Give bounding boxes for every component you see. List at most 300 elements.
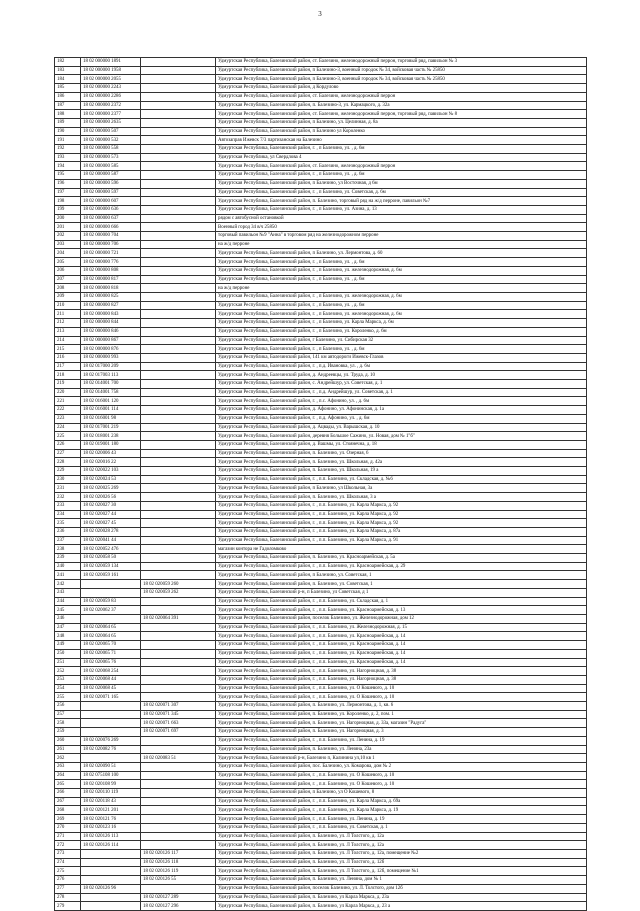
alt-code-cell [141,823,216,832]
alt-code-cell [141,197,216,206]
address-cell: Удмуртская Республика, Балезинский район, г. , п.п. Балезино, ул. О Кошевого, д. 10 [216,684,587,693]
table-row [55,240,587,249]
code-cell: 18 02 020126 114 [81,841,141,850]
row-number-cell: 183 [55,66,81,75]
code-cell: 18 02 000000 721 [81,249,141,258]
code-cell: 18 02 020068 45 [81,684,141,693]
row-number-cell: 269 [55,815,81,824]
address-cell: Удмуртская Республика, Балезинский район, с. Андрейшур, ул. Советская, д. 1 [216,380,587,389]
row-number-cell: 227 [55,449,81,458]
row-number-cell: 226 [55,440,81,449]
alt-code-cell [141,815,216,824]
row-number-cell: 241 [55,571,81,580]
row-number-cell: 248 [55,632,81,641]
row-number-cell: 266 [55,789,81,798]
table-row [55,536,587,545]
code-cell: 18 02 020028 278 [81,527,141,536]
alt-code-cell [141,153,216,162]
address-cell: Удмуртская Республика, Балезинский район, п. Балезино, ул. Школьная, 3 а [216,493,587,502]
code-cell: 18 02 020064 65 [81,623,141,632]
table-row [55,475,587,484]
alt-code-cell [141,423,216,432]
address-cell: Удмуртская Республика, Балезинский район, п Балезино, ул О Кошевого, 8 [216,789,587,798]
alt-code-cell [141,762,216,771]
row-number-cell: 251 [55,658,81,667]
address-cell: Удмуртская Республика, Балезинский район, г. , п.п. Балезино, ул. Карла Маркса, д. 92 [216,501,587,510]
table-row [55,832,587,841]
alt-code-cell [141,841,216,850]
table-row [55,876,587,885]
row-number-cell: 273 [55,849,81,858]
table-row [55,310,587,319]
address-cell: Удмуртская Республика, Балезинский район, поселок Балезино, ул. Железнодорожная, дом 12 [216,615,587,624]
code-cell: 18 02 000000 558 [81,145,141,154]
row-number-cell: 272 [55,841,81,850]
address-cell: Удмуртская Республика, Балезинский район, г. , п.с. Афонино, ул. , д. 6м [216,397,587,406]
row-number-cell: 278 [55,893,81,902]
code-cell: 18 02 000000 532 [81,136,141,145]
row-number-cell: 236 [55,527,81,536]
alt-code-cell [141,632,216,641]
code-cell: 18 02 016001 114 [81,406,141,415]
table-row [55,92,587,101]
code-cell: 18 02 017001 219 [81,423,141,432]
code-cell: 18 02 020006 43 [81,449,141,458]
row-number-cell: 254 [55,684,81,693]
alt-code-cell [141,301,216,310]
row-number-cell: 244 [55,597,81,606]
alt-code-cell: 18 02 020126 55 [141,876,216,885]
alt-code-cell [141,571,216,580]
code-cell: 18 02 000000 507 [81,127,141,136]
code-cell: 18 02 000000 2635 [81,118,141,127]
table-row [55,510,587,519]
address-cell: Удмуртская Республика, Балезинский район, п. Балезино, ул. Школьная, д. 42а [216,458,587,467]
address-cell: Удмуртская Республика, Балезинский район, г. , п Балезино, ул. , д. 6м [216,301,587,310]
code-cell: 18 02 000000 827 [81,301,141,310]
address-cell: Удмуртская Республика, Балезинский район, п. Балезино, торговый ряд на ж/д перроне, павильон №7 [216,197,587,206]
code-cell: 18 02 000000 637 [81,214,141,223]
row-number-cell: 252 [55,667,81,676]
table-row [55,84,587,93]
address-cell: Удмуртская Республика, Балезинский район, г. , п.п. Балезино, ул. Красноармейская, д. 14 [216,649,587,658]
alt-code-cell [141,832,216,841]
alt-code-cell [141,162,216,171]
address-cell: Удмуртская Республика, ул Свердлова 4 [216,153,587,162]
table-row [55,179,587,188]
alt-code-cell [141,406,216,415]
table-row [55,432,587,441]
table-row [55,66,587,75]
address-cell: Удмуртская Республика, Балезинский район, п Балезино, ул Школьная, 3а [216,484,587,493]
code-cell: 18 02 020065 76 [81,658,141,667]
address-cell: Удмуртская Республика, Балезинский район, г. , п.п. Балезино, ул. Красноармейская, д. 14 [216,641,587,650]
row-number-cell: 255 [55,693,81,702]
table-row [55,902,587,911]
alt-code-cell [141,806,216,815]
row-number-cell: 253 [55,675,81,684]
row-number-cell: 188 [55,110,81,119]
alt-code-cell [141,345,216,354]
row-number-cell: 233 [55,501,81,510]
address-cell: Удмуртская Республика, Балезинский район, г. , п.п. Балезино, ул. Карла Маркса, д. 92 [216,510,587,519]
alt-code-cell [141,58,216,67]
row-number-cell: 263 [55,762,81,771]
alt-code-cell: 18 02 020126 117 [141,849,216,858]
address-cell: Удмуртская Республика, Балезинский район, п Балезино, ул. Лермонтова, д. 60 [216,249,587,258]
table-row [55,197,587,206]
address-cell: Удмуртская Республика, Балезинский район, г. , п Балезино, ул. железнодорожная, д. 6м [216,310,587,319]
table-row [55,467,587,476]
table-row [55,623,587,632]
alt-code-cell [141,223,216,232]
address-cell: Удмуртская Республика, Балезинский район, ст. Балезино, железнодорожный перрон [216,162,587,171]
alt-code-cell [141,275,216,284]
row-number-cell: 182 [55,58,81,67]
row-number-cell: 212 [55,319,81,328]
code-cell [81,858,141,867]
address-cell: Удмуртская Республика, Балезинский район, г. , п.п. Балезино, ул. Ленина, д. 19 [216,736,587,745]
row-number-cell: 235 [55,519,81,528]
table-row [55,449,587,458]
code-cell: 18 02 014001 758 [81,388,141,397]
table-row [55,232,587,241]
table-row [55,371,587,380]
table-row [55,388,587,397]
alt-code-cell: 18 02 020071 663 [141,719,216,728]
code-cell: 18 02 020121 76 [81,815,141,824]
code-cell: 18 02 020027 30 [81,501,141,510]
alt-code-cell [141,606,216,615]
alt-code-cell [141,397,216,406]
code-cell: 18 02 000000 704 [81,232,141,241]
table-row [55,728,587,737]
code-cell: 18 02 020024 53 [81,475,141,484]
alt-code-cell [141,353,216,362]
alt-code-cell [141,145,216,154]
row-number-cell: 208 [55,284,81,293]
table-row [55,266,587,275]
table-row [55,841,587,850]
address-cell: Удмуртская Республика, Балезинский район, п Балезино ул Короленко [216,127,587,136]
page-number: 3 [318,10,322,18]
alt-code-cell: 18 02 020127 296 [141,902,216,911]
address-cell: Удмуртская Республика, Балезинский район, д Кордулово [216,84,587,93]
alt-code-cell [141,380,216,389]
row-number-cell: 190 [55,127,81,136]
row-number-cell: 274 [55,858,81,867]
address-cell: Удмуртская Республика, Балезинский район, д. Ацвады, ул. Варышская, д. 10 [216,423,587,432]
code-cell: 18 02 000000 2286 [81,92,141,101]
code-cell: 18 02 000000 597 [81,188,141,197]
table-row [55,171,587,180]
alt-code-cell [141,84,216,93]
address-cell: Удмуртская Республика, Балезинский р-н, Балезино п, Калинина ул,10 кв 1 [216,754,587,763]
alt-code-cell [141,362,216,371]
table-row [55,118,587,127]
table-row [55,136,587,145]
table-row [55,484,587,493]
code-cell: 18 02 020068 254 [81,667,141,676]
table-row [55,284,587,293]
code-cell: 18 02 075108 100 [81,771,141,780]
row-number-cell: 220 [55,388,81,397]
alt-code-cell [141,327,216,336]
row-number-cell: 279 [55,902,81,911]
table-row [55,806,587,815]
address-cell: Автозаправ Ижевск 7/3 партизанская на Балезино [216,136,587,145]
address-cell: Удмуртская Республика, Балезинский район, ст. Балезино, железнодорожный перрон, торговый ряд, павильон № 3 [216,58,587,67]
row-number-cell: 205 [55,258,81,267]
row-number-cell: 194 [55,162,81,171]
address-cell: Удмуртская Республика, Балезинский район, г. , п Балезино, ул. , д. 6м [216,258,587,267]
address-cell: Удмуртская Республика, Балезинский район, п. Балезино, ул. Нагорноцная, д. 3 [216,728,587,737]
row-number-cell: 257 [55,710,81,719]
alt-code-cell [141,292,216,301]
row-number-cell: 238 [55,545,81,554]
table-row [55,501,587,510]
row-number-cell: 195 [55,171,81,180]
code-cell: 18 02 000000 993 [81,353,141,362]
address-cell: Удмуртская Республика, Балезинский район, г. , п Балезино, ул. , д. 6м [216,171,587,180]
alt-code-cell [141,371,216,380]
table-row [55,606,587,615]
row-number-cell: 265 [55,780,81,789]
table-row [55,554,587,563]
alt-code-cell [141,745,216,754]
code-cell: 18 02 020126 113 [81,832,141,841]
alt-code-cell: 18 02 020071 307 [141,702,216,711]
code-cell [81,580,141,589]
row-number-cell: 184 [55,75,81,84]
table-row [55,780,587,789]
address-cell: Удмуртская Республика, Балезинский район, г. , п.п. Балезино, ул. Красноармейская, д. 14 [216,658,587,667]
alt-code-cell: 18 02 020126 118 [141,858,216,867]
alt-code-cell [141,789,216,798]
alt-code-cell [141,519,216,528]
alt-code-cell [141,527,216,536]
row-number-cell: 262 [55,754,81,763]
code-cell [81,849,141,858]
address-cell: Удмуртская Республика, Балезинский район, п. Балезино, ул. Л Толстого, д. 12б [216,858,587,867]
address-cell: Удмуртская Республика, Балезинский район, г. , п.п. Балезино, ул. Карла Маркса, д. 69а [216,797,587,806]
alt-code-cell [141,440,216,449]
code-cell: 18 02 020058 50 [81,554,141,563]
address-cell: Удмуртская Республика, Балезинский район, п. Балезино, ул. Л Толстого, д. 12а, помещение №2 [216,849,587,858]
address-cell: Удмуртская Республика, Балезинский район, г. , п.п. Балезино, ул. Складская, д. №6 [216,475,587,484]
table-row [55,849,587,858]
table-row [55,693,587,702]
code-cell: 18 02 000000 596 [81,179,141,188]
row-number-cell: 199 [55,205,81,214]
row-number-cell: 197 [55,188,81,197]
row-number-cell: 187 [55,101,81,110]
row-number-cell: 234 [55,510,81,519]
alt-code-cell [141,493,216,502]
table-row [55,615,587,624]
code-cell: 18 02 000000 585 [81,162,141,171]
table-row [55,75,587,84]
code-cell: 18 02 019001 180 [81,440,141,449]
table-row [55,571,587,580]
row-number-cell: 243 [55,588,81,597]
table-row [55,658,587,667]
alt-code-cell [141,658,216,667]
code-cell: 18 02 020025 269 [81,484,141,493]
row-number-cell: 214 [55,336,81,345]
code-cell [81,728,141,737]
table-row [55,301,587,310]
address-cell: Удмуртская Республика, Балезинский район, г. , п Балезино, ул. железнодорожная, д. 6м [216,292,587,301]
code-cell: 18 02 020022 103 [81,467,141,476]
alt-code-cell: 18 02 020064 391 [141,615,216,624]
address-cell: Удмуртская Республика, Балезинский район, г. , п Балезино, ул. Азина, д. 13 [216,205,587,214]
address-cell: Удмуртская Республика, Балезинский район, г. , п.п. Балезино, ул. Красноармейская, д. 29 [216,562,587,571]
row-number-cell: 222 [55,406,81,415]
code-cell: 18 02 014001 700 [81,380,141,389]
alt-code-cell [141,110,216,119]
address-cell: Удмуртская Республика, Балезинский район, п Балезино-3, военный городок № 34, войсковая часть № 25850 [216,75,587,84]
table-row [55,362,587,371]
code-cell: 18 02 020059 83 [81,597,141,606]
alt-code-cell: 18 02 020126 119 [141,867,216,876]
table-row [55,345,587,354]
address-cell: Удмуртская Республика, Балезинский район, г. , п.д. Ивановка, ул. , д. 6м [216,362,587,371]
alt-code-cell [141,780,216,789]
alt-code-cell [141,179,216,188]
row-number-cell: 217 [55,362,81,371]
alt-code-cell [141,797,216,806]
row-number-cell: 207 [55,275,81,284]
alt-code-cell [141,136,216,145]
row-number-cell: 267 [55,797,81,806]
row-number-cell: 223 [55,414,81,423]
table-row [55,649,587,658]
row-number-cell: 200 [55,214,81,223]
register-table [54,57,587,911]
table-row [55,702,587,711]
code-cell: 18 02 000000 607 [81,197,141,206]
code-cell [81,719,141,728]
code-cell: 18 02 000000 1891 [81,58,141,67]
table-row [55,797,587,806]
table-row [55,423,587,432]
address-cell: Удмуртская Республика, Балезинский район, поселок Балезино, ул. Л. Толстого, дом 12б [216,884,587,893]
table-row [55,815,587,824]
address-cell: Удмуртская Республика, Балезинский район, г. , п.п. Балезино, ул. Ленина, д. 19 [216,815,587,824]
code-cell: 18 02 020126 96 [81,884,141,893]
row-number-cell: 213 [55,327,81,336]
code-cell [81,876,141,885]
alt-code-cell [141,562,216,571]
table-row [55,414,587,423]
alt-code-cell [141,693,216,702]
code-cell: 18 02 020016 22 [81,458,141,467]
row-number-cell: 185 [55,84,81,93]
code-cell: 18 02 000000 1958 [81,66,141,75]
row-number-cell: 216 [55,353,81,362]
address-cell: Удмуртская Республика, Балезинский район, п. Балезино, ул Карла Маркса, д. 23 а [216,902,587,911]
table-row [55,127,587,136]
alt-code-cell: 18 02 020071 697 [141,728,216,737]
row-number-cell: 275 [55,867,81,876]
alt-code-cell [141,414,216,423]
row-number-cell: 209 [55,292,81,301]
code-cell: 18 02 018001 238 [81,432,141,441]
address-cell: Удмуртская Республика, Балезинский район, п. Балезино, ул. Ленина, дом № 1 [216,876,587,885]
alt-code-cell [141,597,216,606]
address-cell: Удмуртская Республика, Балезинский район, г. , п Балезино, ул. , д. 6м [216,275,587,284]
alt-code-cell [141,623,216,632]
code-cell: 18 02 020071 165 [81,693,141,702]
code-cell [81,615,141,624]
code-cell: 18 02 020121 201 [81,806,141,815]
table-row [55,397,587,406]
address-cell: Удмуртская Республика, Балезинский район, г. , п.п. Балезино, ул. Карла Маркса, д. 19 [216,806,587,815]
address-cell: Удмуртская Республика, Балезинский район, г. , п.п. Балезино, ул. Красноармейская, д. 13 [216,606,587,615]
address-cell: Удмуртская Республика, Балезинский район, г. , п.п. Балезино, ул. Складская, д. 1 [216,597,587,606]
row-number-cell: 219 [55,380,81,389]
address-cell: рядом с автобусной остановкой [216,214,587,223]
code-cell: 18 02 000000 808 [81,266,141,275]
row-number-cell: 256 [55,702,81,711]
alt-code-cell [141,266,216,275]
row-number-cell: 202 [55,232,81,241]
address-cell: Удмуртская Республика, Балезинский район, 141 км автодороги Ижевск-Глазов [216,353,587,362]
row-number-cell: 211 [55,310,81,319]
row-number-cell: 196 [55,179,81,188]
alt-code-cell [141,232,216,241]
alt-code-cell: 18 02 020083 51 [141,754,216,763]
alt-code-cell [141,771,216,780]
address-cell: Удмуртская Республика, Балезинский район, п. Балезино, ул. Л Толстого, д. 12б, помещение №1 [216,867,587,876]
address-cell: Удмуртская Республика, Балезинский район, г. , п.д. Афонино, ул. , д. 6м [216,414,587,423]
alt-code-cell [141,171,216,180]
row-number-cell: 242 [55,580,81,589]
address-cell: Удмуртская Республика, Балезинский район, г Балезино, ул. Сибирская 32 [216,336,587,345]
code-cell: 18 02 020027 44 [81,510,141,519]
row-number-cell: 189 [55,118,81,127]
alt-code-cell [141,736,216,745]
code-cell: 18 02 020059 134 [81,562,141,571]
address-cell: Удмуртская Республика, Балезинский район, г. , п Балезино, ул. железнодорожная, д. 6м [216,266,587,275]
alt-code-cell: 18 02 020059 262 [141,588,216,597]
table-row [55,319,587,328]
code-cell: 18 02 020110 119 [81,789,141,798]
row-number-cell: 228 [55,458,81,467]
code-cell: 18 02 020052 476 [81,545,141,554]
alt-code-cell [141,432,216,441]
code-cell: 18 02 000000 843 [81,310,141,319]
table-row [55,641,587,650]
address-cell: Удмуртская Республика, Балезинский район, г. , п.п. Балезино, ул. Красноармейская, д. 14 [216,632,587,641]
table-row [55,736,587,745]
row-number-cell: 247 [55,623,81,632]
code-cell: 18 02 000000 636 [81,205,141,214]
address-cell: Удмуртская Республика, Балезинский район, п. Балезино, ул. Красноармейская, д. 5а [216,554,587,563]
code-cell [81,893,141,902]
table-row [55,527,587,536]
address-cell: Удмуртская Республика, Балезинский район, п. Балезино, ул. Короленко, д. 2, пом. 1 [216,710,587,719]
code-cell: 18 02 020082 76 [81,745,141,754]
address-cell: Удмуртская Республика, Балезинский район, п. Балезино, ул. Ленина, 23а [216,745,587,754]
address-cell: Удмуртская Республика, Балезинский район, п. Балезино, ул. Озерная, 6 [216,449,587,458]
row-number-cell: 250 [55,649,81,658]
address-cell: Удмуртская Республика, Балезинский район, п. Балезино, ул. Нагорноцная, д. 33а, магазин "Радуга" [216,719,587,728]
row-number-cell: 186 [55,92,81,101]
row-number-cell: 204 [55,249,81,258]
code-cell: 18 02 000000 818 [81,284,141,293]
